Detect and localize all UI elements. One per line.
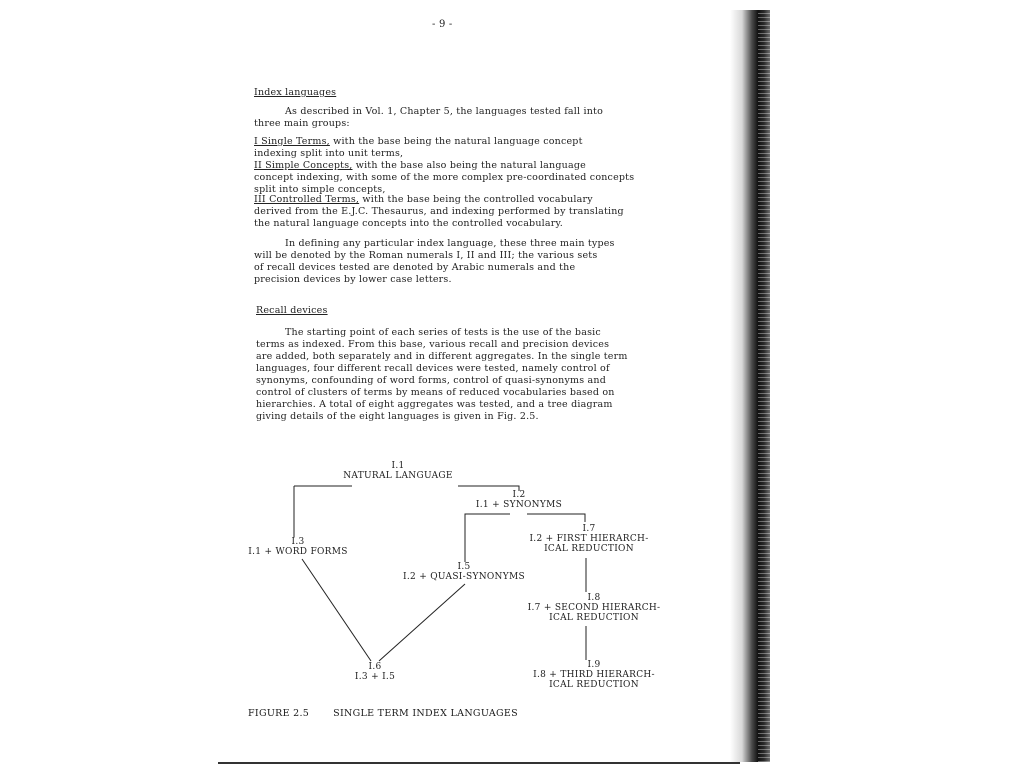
figure-title: SINGLE TERM INDEX LANGUAGES	[333, 708, 518, 719]
paragraph-line: giving details of the eight languages is given in Fig. 2.5.	[256, 411, 539, 422]
group-text: with the base also being the natural language	[355, 160, 586, 171]
node-label: I.2 + FIRST HIERARCH-	[529, 534, 649, 544]
node-id: I.7	[582, 524, 596, 534]
node-label-cont: ICAL REDUCTION	[549, 680, 639, 690]
edge-I2-I7	[527, 514, 585, 522]
section-heading-index-languages: Index languages	[254, 87, 337, 98]
node-id: I.6	[368, 662, 382, 672]
paragraph-line: indexing split into unit terms,	[254, 148, 404, 159]
group-label: II Simple Concepts,	[254, 160, 353, 171]
paragraph-line: concept indexing, with some of the more complex pre-coordinated concepts	[254, 172, 635, 183]
node-label: I.3 + I.5	[354, 672, 396, 682]
figure-label: FIGURE 2.5	[248, 708, 310, 719]
node-label-cont: ICAL REDUCTION	[549, 613, 639, 623]
group-text: with the base being the natural language concept	[333, 136, 583, 147]
edge-I2-I5	[465, 514, 510, 562]
figure-caption	[248, 708, 518, 719]
node-I3	[248, 537, 347, 557]
node-I5	[403, 562, 525, 582]
paragraph-line: As described in Vol. 1, Chapter 5, the languages tested fall into	[285, 106, 603, 117]
paragraph-line: will be denoted by the Roman numerals I, II and III; the various sets	[254, 250, 598, 261]
group-label: III Controlled Terms,	[254, 194, 360, 205]
edge-I3-I6	[302, 559, 371, 661]
node-I7	[529, 524, 648, 554]
group-label: I Single Terms,	[254, 136, 330, 147]
paragraph-line: synonyms, confounding of word forms, control of quasi-synonyms and	[256, 375, 606, 386]
paragraph-line: three main groups:	[254, 118, 350, 129]
node-I6	[355, 662, 395, 682]
paragraph-line: control of clusters of terms by means of reduced vocabularies based on	[256, 387, 615, 398]
node-label-cont: ICAL REDUCTION	[544, 544, 634, 554]
node-label: I.1 + SYNONYMS	[475, 500, 563, 510]
edge-I5-I6	[379, 584, 465, 661]
node-label: NATURAL LANGUAGE	[343, 471, 453, 481]
node-label: I.2 + QUASI-SYNONYMS	[403, 572, 525, 582]
paragraph-line: are added, both separately and in different aggregates. In the single term	[256, 351, 628, 362]
node-id: I.3	[291, 537, 305, 547]
paragraph-line: The starting point of each series of tests is the use of the basic	[285, 327, 601, 338]
node-I9	[533, 660, 655, 690]
paragraph-line: precision devices by lower case letters.	[254, 274, 452, 285]
paragraph-line: of recall devices tested are denoted by Arabic numerals and the	[254, 262, 576, 273]
node-label: I.1 + WORD FORMS	[248, 547, 348, 557]
node-label: I.7 + SECOND HIERARCH-	[527, 603, 661, 613]
paragraph-line: In defining any particular index language, these three main types	[285, 238, 615, 249]
section-heading-recall-devices: Recall devices	[256, 305, 328, 316]
paragraph-line: split into simple concepts,	[254, 184, 386, 195]
node-I1	[343, 461, 453, 481]
node-id: I.5	[457, 562, 471, 572]
page-number: - 9 -	[432, 19, 453, 30]
paragraph-line: hierarchies. A total of eight aggregates was tested, and a tree diagram	[256, 399, 613, 410]
node-id: I.8	[587, 593, 601, 603]
node-I8	[528, 593, 661, 623]
paragraph-line: terms as indexed. From this base, various recall and precision devices	[256, 339, 610, 350]
group-text: with the base being the controlled vocabulary	[362, 194, 593, 205]
node-id: I.1	[391, 461, 405, 471]
node-I2	[476, 490, 562, 510]
node-id: I.2	[512, 490, 526, 500]
node-id: I.9	[587, 660, 601, 670]
paragraph-line: languages, four different recall devices were tested, namely control of	[256, 363, 610, 374]
paragraph-line: the natural language concepts into the controlled vocabulary.	[254, 218, 564, 229]
node-label: I.8 + THIRD HIERARCH-	[533, 670, 655, 680]
paragraph-line: derived from the E.J.C. Thesaurus, and indexing performed by translating	[254, 206, 624, 217]
